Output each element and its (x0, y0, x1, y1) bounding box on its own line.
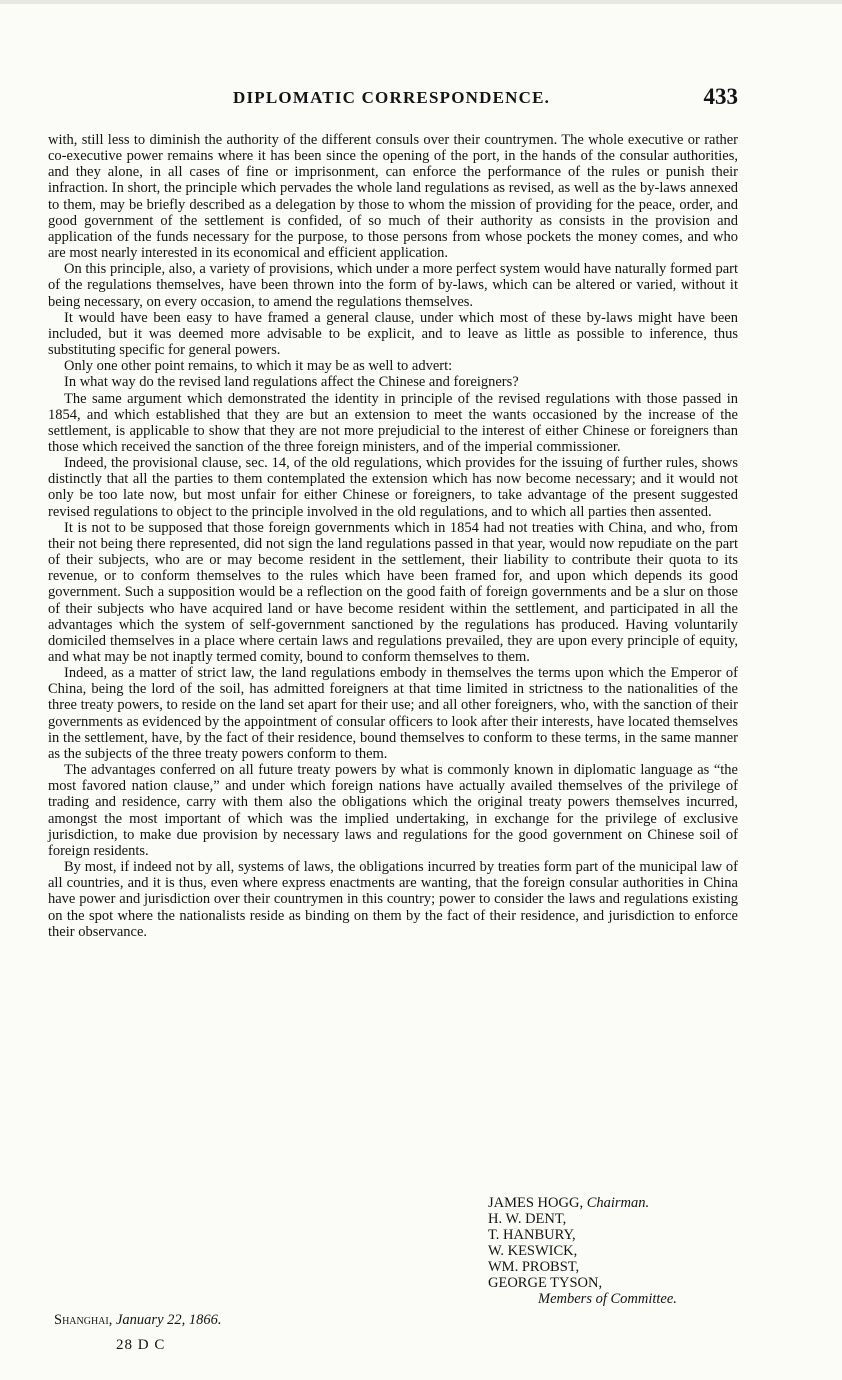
paragraph: By most, if indeed not by all, systems of laws, the obligations incurred by treaties form part of the municipal law of all countries, and it is thus, even where express enactments are wanting, that the foreign consular authorities in China have power and jurisdiction over their countrymen in this country; power to consider the laws and regulations existing on the spot where the nationalists reside as binding on them by the fact of their residence, and jurisdiction to enforce their observance. (48, 859, 738, 940)
members-label: Members of Committee. (538, 1291, 677, 1307)
page-number: 433 (703, 84, 738, 109)
chairman-line (488, 1195, 677, 1211)
paragraph: On this principle, also, a variety of provisions, which under a more perfect system would have naturally formed part of the regulations themselves, have been thrown into the form of by-laws, which can be altered or varied, without it being necessary, on every occasion, to amend the regulations themselves. (48, 261, 738, 310)
chairman-role: Chairman. (586, 1195, 650, 1211)
page-top-edge (0, 0, 842, 4)
printer-signature-mark: 28 D C (116, 1337, 166, 1353)
committee-member: GEORGE TYSON, (488, 1275, 603, 1291)
committee-member: W. KESWICK, (488, 1243, 578, 1259)
dateline-date: January 22, 1866. (115, 1312, 222, 1328)
paragraph: Only one other point remains, to which it may be as well to advert: (64, 358, 453, 375)
header-title: DIPLOMATIC CORRESPONDENCE. (233, 88, 551, 107)
paragraph: Indeed, as a matter of strict law, the land regulations embody in themselves the terms upon which the Emperor of China, being the lord of the soil, has admitted foreigners at that time limited in strictness to the nationalities of the three treaty powers, to reside on the land set apart for their use; and all other foreigners, who, with the sanction of their governments as evidenced by the appointment of consular officers to look after their interests, have located themselves in the settlement, have, by the fact of their residence, bound themselves to conform to these terms, in the same manner as the subjects of the three treaty powers conform to them. (48, 665, 738, 762)
dateline (54, 1312, 222, 1329)
paragraph: In what way do the revised land regulations affect the Chinese and foreigners? (64, 374, 519, 391)
paragraph: with, still less to diminish the authority of the different consuls over their countrymen. The whole executive or rather co-executive power remains where it has been since the opening of the port, in the hands of the consular authorities, and they alone, in all cases of fine or imprisonment, can enforce the performance of the rules or punish their infraction. In short, the principle which pervades the whole land regulations as revised, as well as the by-laws annexed to them, may be briefly described as a delegation by those to whom the mission of providing for the peace, order, and good government of the settlement is confided, of so much of their authority as consists in the provision and application of the funds necessary for the purpose, to those persons from whose pockets the money comes, and who are most nearly interested in its economical and efficient application. (48, 132, 738, 262)
dateline-place: Shanghai, (54, 1312, 113, 1328)
paragraph: Indeed, the provisional clause, sec. 14, of the old regulations, which provides for the issuing of further rules, shows distinctly that all the parties to them contemplated the extension which has now become necessary; and it would not only be too late now, but most unfair for either Chinese or foreigners, to take advantage of the present suggested revised regulations to object to the principle involved in the old regulations, and to which all parties then assented. (48, 455, 738, 520)
body-text (48, 132, 738, 940)
paragraph: It would have been easy to have framed a general clause, under which most of these by-laws might have been included, but it was deemed more advisable to be explicit, and to leave as little as possible to inference, thus substituting specific for general powers. (48, 309, 738, 359)
running-header (48, 86, 738, 116)
paragraph: The same argument which demonstrated the identity in principle of the revised regulations with those passed in 1854, and which established that they are but an extension to meet the wants occasioned by the increase of the settlement, is applicable to show that they are not more prejudicial to the interest of either Chinese or foreigners than those which received the sanction of the three foreign ministers, and of the imperial commissioner. (48, 390, 738, 455)
committee-member: T. HANBURY, (488, 1227, 576, 1243)
paragraph: The advantages conferred on all future treaty powers by what is commonly known in diplomatic language as “the most favored nation clause,” and under which foreign nations have actually availed themselves of the privilege of trading and residence, carry with them also the obligations which the original treaty powers themselves incurred, amongst the most important of which was the implied undertaking, in exchange for the privilege of exclusive jurisdiction, to make due provision by necessary laws and regulations for the good government on Chinese soil of foreign residents. (48, 762, 738, 859)
chairman-name: JAMES HOGG, (488, 1195, 584, 1211)
committee-member: H. W. DENT, (488, 1211, 567, 1227)
paragraph: It is not to be supposed that those foreign governments which in 1854 had not treaties with China, and who, from their not being there represented, did not sign the land regulations passed in that year, would now repudiate on the part of their subjects, who are or may become resident in the settlement, their liability to contribute their quota to its revenue, or to conform themselves to the rules which have been framed for, and upon which depends its good government. Such a supposition would be a reflection on the good faith of foreign governments and be a slur on those of their subjects who have acquired land or have become resident within the settlement, and participated in all the advantages which the system of self-government sanctioned by the regulations has produced. Having voluntarily domiciled themselves in a place where certain laws and regulations prevailed, they are upon every principle of equity, and what may be not inaptly termed comity, bound to conform themselves to them. (48, 519, 738, 665)
committee-member: WM. PROBST, (488, 1259, 580, 1275)
signature-block (488, 1195, 677, 1307)
